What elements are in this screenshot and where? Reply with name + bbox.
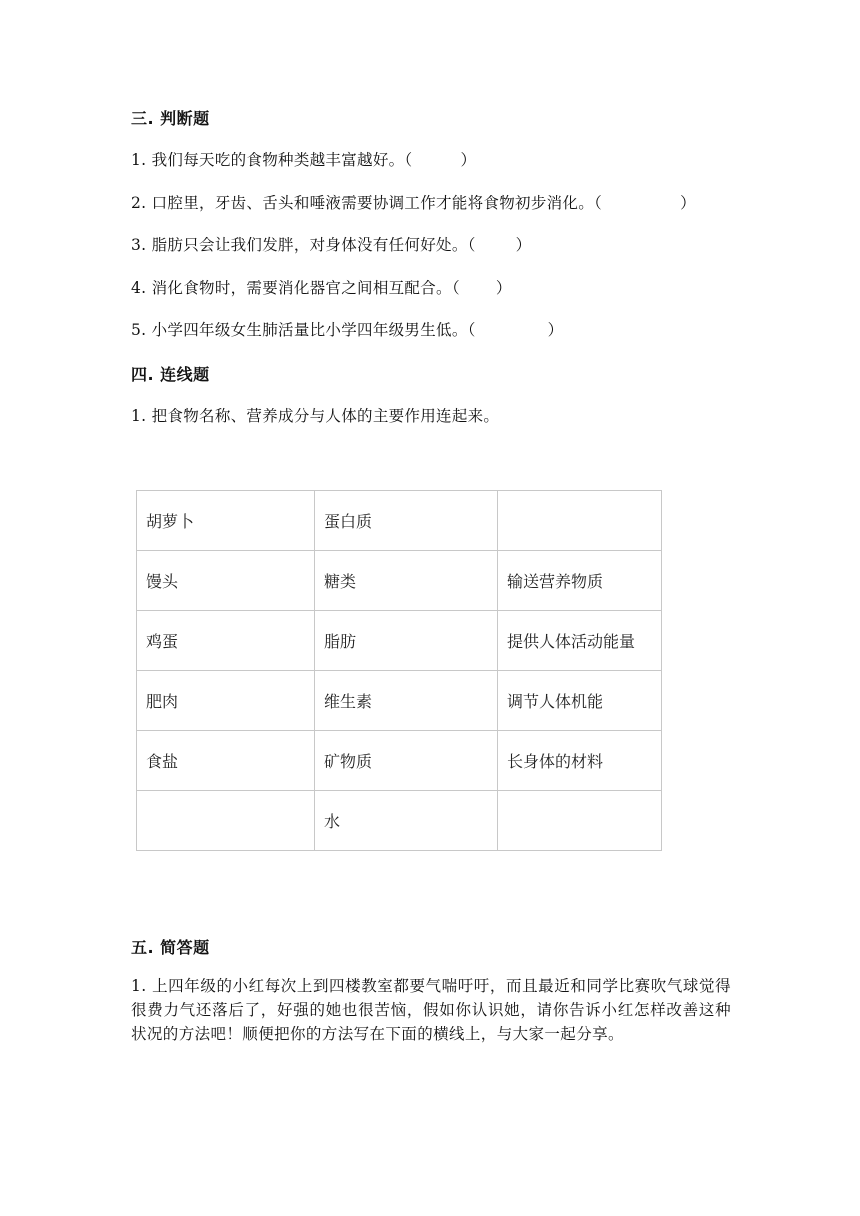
judge-question-1 xyxy=(131,148,476,170)
question-text: 3. 脂肪只会让我们发胖，对身体没有任何好处。（ xyxy=(131,236,476,254)
nutrient-cell: 糖类 xyxy=(315,551,498,611)
food-cell: 胡萝卜 xyxy=(137,491,315,551)
matching-table xyxy=(136,490,662,851)
matching-question: 1. 把食物名称、营养成分与人体的主要作用连起来。 xyxy=(131,407,500,425)
close-paren: ） xyxy=(495,279,512,297)
close-paren: ） xyxy=(515,236,532,254)
question-text: 4. 消化食物时，需要消化器官之间相互配合。（ xyxy=(131,279,460,297)
food-cell: 馒头 xyxy=(137,551,315,611)
section-5-title: 五. 简答题 xyxy=(131,938,210,957)
food-cell xyxy=(137,791,315,851)
question-text: 5. 小学四年级女生肺活量比小学四年级男生低。（ xyxy=(131,321,476,339)
nutrient-cell: 维生素 xyxy=(315,671,498,731)
food-cell: 肥肉 xyxy=(137,671,315,731)
function-cell xyxy=(498,791,662,851)
nutrient-cell: 水 xyxy=(315,791,498,851)
nutrient-cell: 矿物质 xyxy=(315,731,498,791)
nutrient-cell: 蛋白质 xyxy=(315,491,498,551)
table-row xyxy=(137,491,662,551)
function-cell: 提供人体活动能量 xyxy=(498,611,662,671)
function-cell: 调节人体机能 xyxy=(498,671,662,731)
question-text: 2. 口腔里，牙齿、舌头和唾液需要协调工作才能将食物初步消化。（ xyxy=(131,194,603,212)
food-cell: 食盐 xyxy=(137,731,315,791)
close-paren: ） xyxy=(460,151,477,169)
judge-question-5 xyxy=(131,318,563,340)
table-row xyxy=(137,791,662,851)
nutrient-cell: 脂肪 xyxy=(315,611,498,671)
table-row xyxy=(137,671,662,731)
function-cell xyxy=(498,491,662,551)
close-paren: ） xyxy=(547,321,564,339)
table-row xyxy=(137,731,662,791)
section-4-title: 四. 连线题 xyxy=(131,365,210,384)
table-row xyxy=(137,611,662,671)
short-answer-question: 1. 上四年级的小红每次上到四楼教室都要气喘吁吁，而且最近和同学比赛吹气球觉得很费力气还落后了，好强的她也很苦恼，假如你认识她，请你告诉小红怎样改善这种状况的方法吧！顺便把你的方法写在下面的横线上，与大家一起分享。 xyxy=(131,977,731,1043)
function-cell: 输送营养物质 xyxy=(498,551,662,611)
judge-question-4 xyxy=(131,276,512,298)
question-text: 1. 我们每天吃的食物种类越丰富越好。（ xyxy=(131,151,413,169)
judge-question-3 xyxy=(131,233,531,255)
function-cell: 长身体的材料 xyxy=(498,731,662,791)
judge-question-2 xyxy=(131,191,696,213)
close-paren: ） xyxy=(680,194,696,212)
section-3-title: 三. 判断题 xyxy=(131,109,210,128)
table-row xyxy=(137,551,662,611)
food-cell: 鸡蛋 xyxy=(137,611,315,671)
